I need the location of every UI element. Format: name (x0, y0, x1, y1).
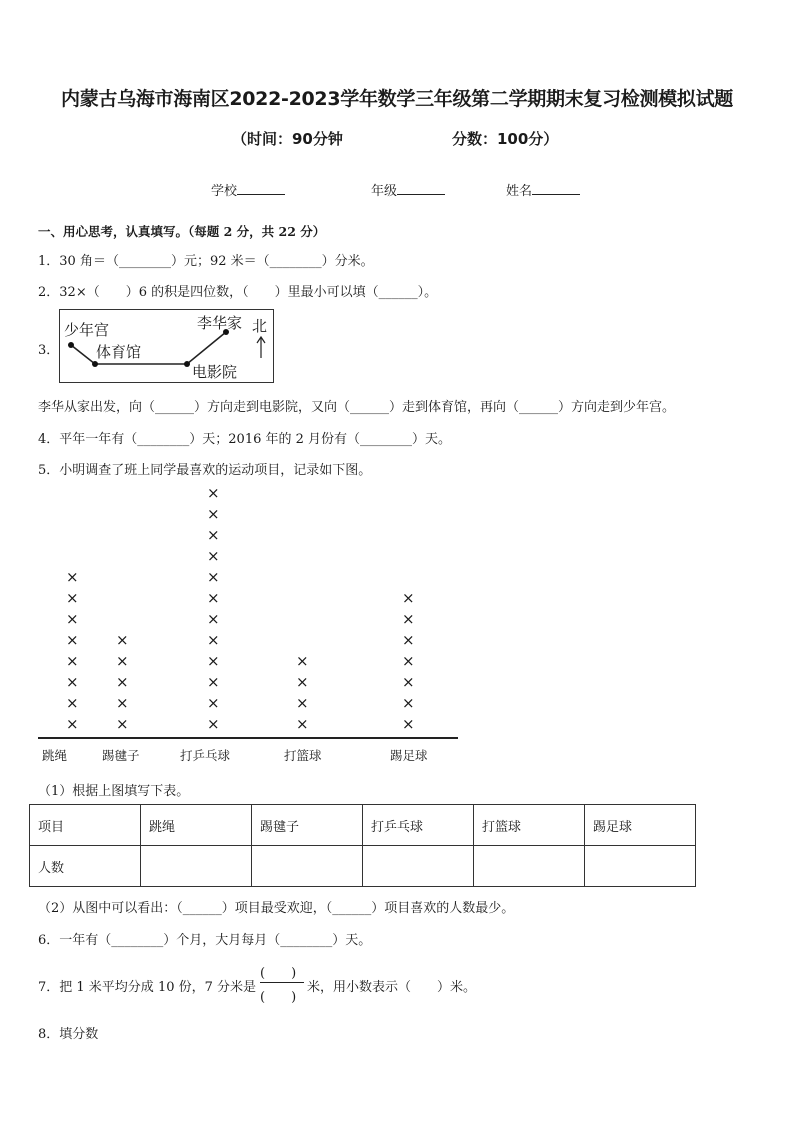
table-header-row (30, 805, 696, 846)
map-label-youth-palace: 少年宫 (64, 321, 110, 339)
question-3-number: 3． (38, 343, 60, 358)
tally-mark: × (296, 652, 309, 670)
category-label-basketball: 打篮球 (284, 748, 322, 763)
tally-mark: × (402, 631, 415, 649)
tally-mark: × (66, 589, 79, 607)
tally-mark: × (66, 631, 79, 649)
tally-mark: × (402, 652, 415, 670)
chart-baseline (38, 737, 458, 739)
tally-mark: × (207, 589, 220, 607)
tally-mark: × (207, 694, 220, 712)
category-label-football: 踢足球 (390, 748, 428, 763)
tally-mark: × (207, 484, 220, 502)
name-blank[interactable] (532, 182, 580, 195)
name-field[interactable] (506, 180, 580, 199)
fraction-bar (260, 982, 304, 983)
table-header-cell: 踢足球 (585, 805, 696, 846)
tally-mark: × (116, 652, 129, 670)
tally-mark: × (402, 715, 415, 733)
question-7-prefix: 7．把 1 米平均分成 10 份，7 分米是 (38, 980, 257, 995)
table-header-cell: 打篮球 (474, 805, 585, 846)
tally-mark: × (116, 715, 129, 733)
question-8: 8．填分数 (38, 1027, 99, 1042)
direction-map (59, 309, 274, 383)
tally-mark: × (207, 547, 220, 565)
tally-mark: × (402, 589, 415, 607)
tally-mark: × (207, 568, 220, 586)
tally-mark: × (116, 673, 129, 691)
answer-cell-football[interactable] (585, 846, 696, 887)
tally-mark: × (66, 715, 79, 733)
grade-blank[interactable] (397, 182, 445, 195)
answer-cell-basketball[interactable] (474, 846, 585, 887)
table-header-cell: 打乒乓球 (363, 805, 474, 846)
category-label-shuttlecock: 踢毽子 (102, 748, 140, 763)
school-field[interactable] (211, 180, 285, 199)
page-title: 内蒙古乌海市海南区2022-2023学年数学三年级第二学期期末复习检测模拟试题 (61, 88, 733, 110)
tally-mark: × (66, 694, 79, 712)
tally-mark: × (66, 673, 79, 691)
category-label-rope: 跳绳 (42, 748, 68, 763)
exam-score: 分数：100分） (452, 130, 559, 148)
table-header-cell: 跳绳 (141, 805, 252, 846)
grade-field[interactable] (371, 180, 445, 199)
tally-mark: × (402, 694, 415, 712)
category-label-pingpong: 打乒乓球 (180, 748, 231, 763)
table-header-cell: 踢毽子 (252, 805, 363, 846)
exam-time: （时间：90分钟 (232, 130, 343, 148)
tally-mark: × (66, 652, 79, 670)
school-label: 学校 (211, 184, 238, 199)
tally-mark: × (66, 568, 79, 586)
tally-mark: × (116, 694, 129, 712)
tally-mark: × (402, 610, 415, 628)
fraction-denominator[interactable]: ( ) (260, 990, 297, 1005)
tally-mark: × (296, 715, 309, 733)
section-heading: 一、用心思考，认真填写。（每题 2 分，共 22 分） (38, 224, 326, 239)
answer-cell-rope[interactable] (141, 846, 252, 887)
school-blank[interactable] (237, 182, 285, 195)
question-7-suffix: 米，用小数表示（ ）米。 (307, 980, 477, 995)
question-5-sub-2: （2）从图中可以看出：（______）项目最受欢迎，（______）项目喜欢的人数最少。 (38, 901, 515, 916)
fraction-numerator[interactable]: ( ) (260, 966, 297, 981)
map-label-gym: 体育馆 (96, 343, 142, 361)
table-row (30, 846, 696, 887)
question-3-text: 李华从家出发，向（______）方向走到电影院，又向（______）走到体育馆，再向（______）方向走到少年宫。 (38, 400, 676, 415)
map-label-lihua-home: 李华家 (197, 314, 243, 332)
sports-table (29, 804, 696, 887)
tally-mark: × (207, 505, 220, 523)
tally-mark: × (402, 673, 415, 691)
name-label: 姓名 (506, 184, 533, 199)
question-1: 1．30 角＝（________）元；92 米＝（________）分米。 (38, 254, 374, 269)
tally-mark: × (66, 610, 79, 628)
question-5-sub-1: （1）根据上图填写下表。 (38, 784, 190, 799)
tally-mark: × (207, 610, 220, 628)
table-header-cell: 项目 (30, 805, 141, 846)
tally-mark: × (296, 694, 309, 712)
tally-mark: × (207, 715, 220, 733)
answer-cell-shuttlecock[interactable] (252, 846, 363, 887)
map-label-cinema: 电影院 (192, 363, 238, 381)
tally-mark: × (207, 673, 220, 691)
tally-mark: × (296, 673, 309, 691)
question-6: 6．一年有（________）个月，大月每月（________）天。 (38, 933, 372, 948)
tally-mark: × (116, 631, 129, 649)
answer-cell-pingpong[interactable] (363, 846, 474, 887)
tally-mark: × (207, 652, 220, 670)
map-label-north: 北 (252, 317, 268, 335)
tally-mark: × (207, 631, 220, 649)
table-row-label: 人数 (30, 846, 141, 887)
question-4: 4．平年一年有（________）天；2016 年的 2 月份有（________）天。 (38, 432, 452, 447)
question-2: 2．32×（ ）6 的积是四位数，（ ）里最小可以填（______）。 (38, 285, 438, 300)
question-5: 5．小明调查了班上同学最喜欢的运动项目，记录如下图。 (38, 463, 372, 478)
grade-label: 年级 (371, 184, 398, 199)
tally-mark: × (207, 526, 220, 544)
